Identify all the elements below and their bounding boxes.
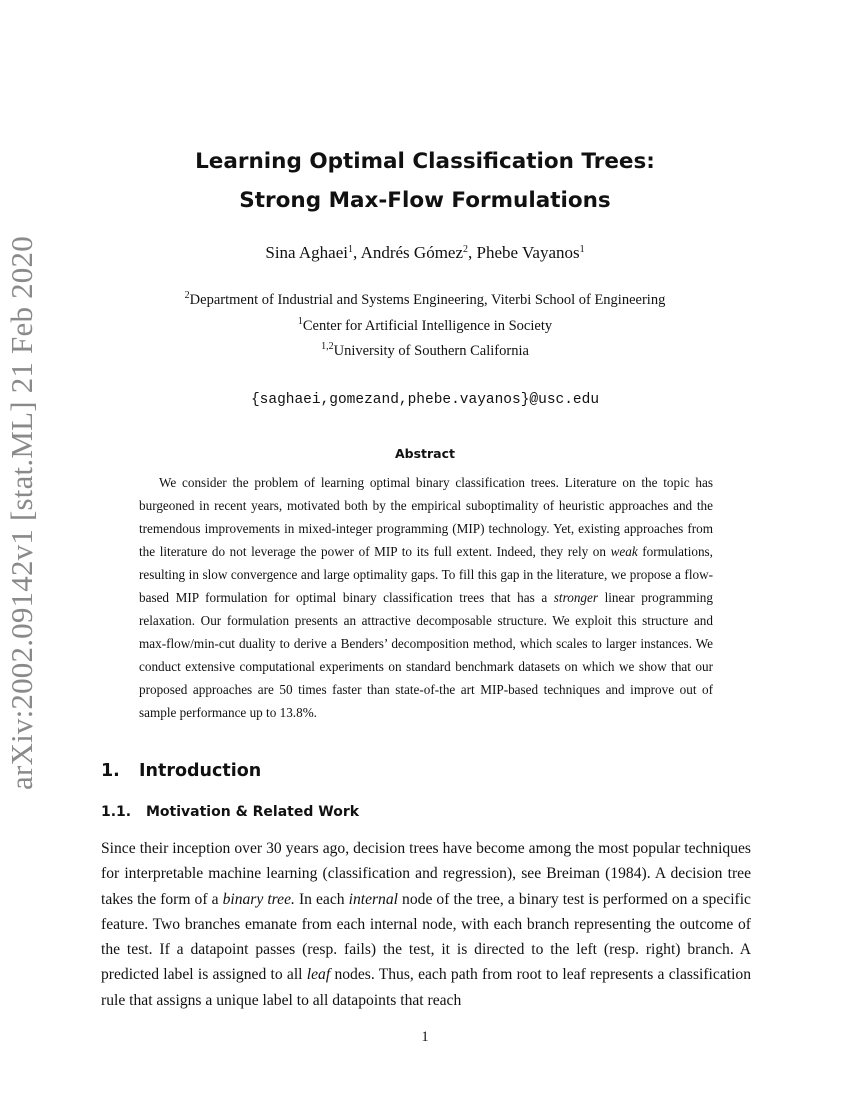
author-affiliation-mark: 1 bbox=[579, 244, 585, 255]
section-heading bbox=[101, 761, 261, 781]
author-name: Sina Aghaei bbox=[265, 243, 349, 262]
affiliation-line bbox=[0, 318, 850, 335]
affiliation-line bbox=[0, 292, 850, 309]
emphasis-internal: internal bbox=[348, 890, 398, 908]
subsection-number: 1.1. bbox=[101, 804, 132, 820]
subsection-heading bbox=[101, 804, 359, 820]
section-title: Introduction bbox=[139, 761, 262, 781]
author-list bbox=[0, 243, 850, 263]
affiliation-mark: 2 bbox=[184, 290, 190, 301]
emphasis-leaf: leaf bbox=[306, 966, 331, 984]
abstract-heading: Abstract bbox=[394, 446, 456, 461]
author-name: Andrés Gómez bbox=[360, 243, 464, 262]
author-separator: , bbox=[468, 243, 477, 262]
author-affiliation-mark: 2 bbox=[463, 244, 469, 255]
affiliation-mark: 1,2 bbox=[321, 341, 334, 352]
author-affiliation-mark: 1 bbox=[348, 244, 354, 255]
emphasis-binary-tree: binary tree. bbox=[222, 890, 295, 908]
emphasis-weak: weak bbox=[610, 544, 638, 559]
affiliation-text: Department of Industrial and Systems Engineering, Viterbi School of Engineering bbox=[189, 292, 666, 308]
abstract-paragraph: We consider the problem of learning optimal binary classification trees. Literature on the topic has burgeoned in recent years, motivated both by the empirical suboptimality of heuristic approaches and the tremendous improvements in mixed-integer programming (MIP) technology. Yet, existing approaches from the literature do not leverage the power of MIP to its full extent. Indeed, they rely on weak formulations, resulting in slow convergence and large optimality gaps. To fill this gap in the literature, we propose a flow-based MIP formulation for optimal binary classification trees that has a stronger linear programming relaxation. Our formulation presents an attractive decomposable structure. We exploit this structure and max-flow/min-cut duality to derive a Benders’ decomposition method, which scales to larger instances. We conduct extensive computational experiments on standard benchmark datasets on which we show that our proposed approaches are 50 times faster than state-of-the art MIP-based techniques and improve out of sample performance up to 13.8%. bbox=[139, 475, 713, 720]
arxiv-identifier: arXiv:2002.09142v1 [stat.ML] 21 Feb 2020 bbox=[4, 236, 39, 790]
affiliation-line bbox=[0, 343, 850, 360]
body-paragraph: Since their inception over 30 years ago, decision trees have become among the most popular techniques for interpretable machine learning (classification and regression), see Breiman (1984). A decision tree takes the form of a binary tree. In each internal node of the tree, a binary test is performed on a specific feature. Two branches emanate from each internal node, with each branch representing the outcome of the test. If a datapoint passes (resp. fails) the test, it is directed to the left (resp. right) branch. A predicted label is assigned to all leaf nodes. Thus, each path from root to leaf represents a classification rule that assigns a unique label to all datapoints that reach bbox=[101, 840, 751, 1009]
page-number: 1 bbox=[421, 1029, 429, 1045]
author-separator: , bbox=[353, 243, 361, 262]
section-number: 1. bbox=[101, 761, 120, 781]
author-name: Phebe Vayanos bbox=[476, 243, 580, 262]
contact-email[interactable]: {saghaei,gomezand,phebe.vayanos}@usc.edu bbox=[250, 392, 600, 408]
emphasis-stronger: stronger bbox=[553, 590, 598, 605]
paper-title-line-2: Strong Max-Flow Formulations bbox=[239, 188, 611, 213]
affiliation-text: Center for Artificial Intelligence in Society bbox=[302, 318, 553, 334]
affiliation-text: University of Southern California bbox=[333, 343, 529, 359]
subsection-title: Motivation & Related Work bbox=[146, 804, 360, 820]
paper-title-line-1: Learning Optimal Classification Trees: bbox=[195, 149, 655, 174]
affiliation-mark: 1 bbox=[297, 316, 303, 327]
